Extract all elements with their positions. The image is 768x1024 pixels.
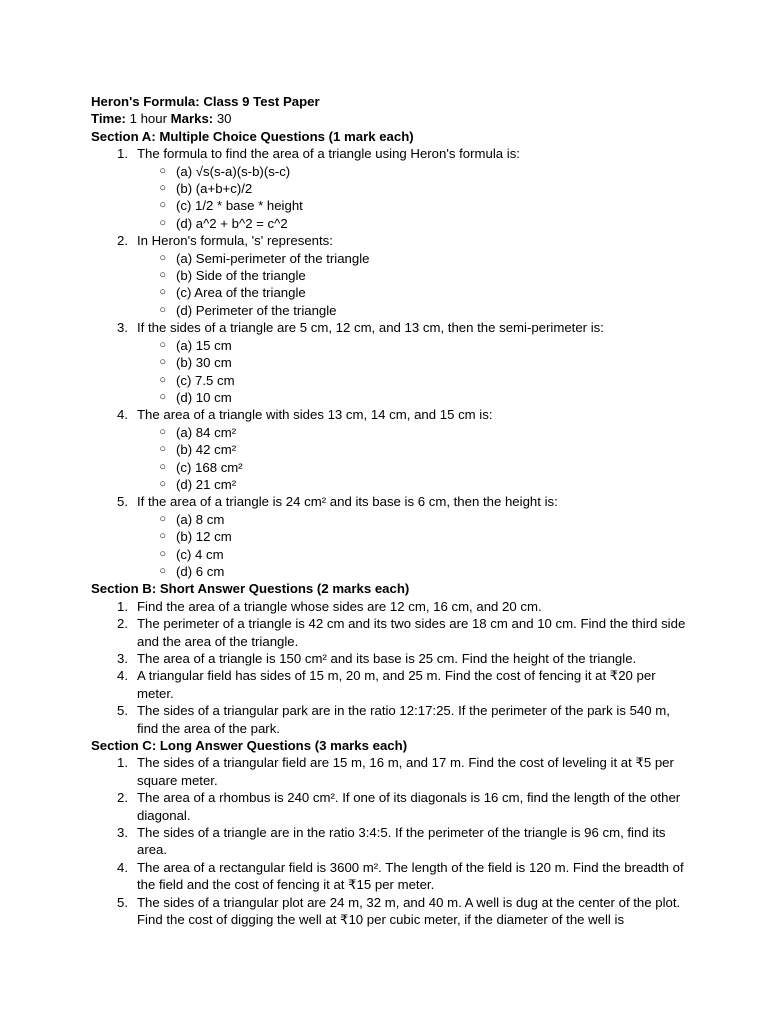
option-item: ○ (d) 10 cm (91, 389, 691, 406)
question-number: 2. (117, 790, 128, 806)
question-text: The formula to find the area of a triangle using Heron's formula is: (137, 146, 520, 162)
question-number: 1. (117, 598, 128, 614)
circle-bullet-icon: ○ (159, 373, 166, 386)
question-text: The sides of a triangular plot are 24 m, 32 m, and 40 m. A well is dug at the center of the plot. Find the cost of digging the well at ₹10 per cubic meter, if the diameter of the well is (137, 894, 681, 928)
question-b3 (91, 650, 691, 667)
question-c3 (91, 824, 691, 859)
question-text: If the area of a triangle is 24 cm² and its base is 6 cm, then the height is: (137, 494, 558, 510)
question-a1 (91, 145, 691, 162)
circle-bullet-icon: ○ (159, 390, 166, 403)
option-item: ○ (b) (a+b+c)/2 (91, 180, 691, 197)
question-b2 (91, 615, 691, 650)
question-b4 (91, 667, 691, 702)
option-item: ○ (d) 6 cm (91, 563, 691, 580)
question-text: Find the area of a triangle whose sides are 12 cm, 16 cm, and 20 cm. (137, 598, 542, 614)
option-item: ○ (c) 168 cm² (91, 459, 691, 476)
question-text: If the sides of a triangle are 5 cm, 12 cm, and 13 cm, then the semi-perimeter is: (137, 320, 604, 336)
question-b5 (91, 702, 691, 737)
question-text: The area of a rectangular field is 3600 m². The length of the field is 120 m. Find the breadth of the field and the cost of fencing it at ₹15 per meter. (137, 859, 684, 893)
circle-bullet-icon: ○ (159, 182, 166, 195)
option-item: ○ (d) 21 cm² (91, 476, 691, 493)
circle-bullet-icon: ○ (159, 303, 166, 316)
time-value: 1 hour (125, 111, 171, 127)
question-c2 (91, 789, 691, 824)
circle-bullet-icon: ○ (159, 216, 166, 229)
option-item: ○ (b) 42 cm² (91, 441, 691, 458)
circle-bullet-icon: ○ (159, 477, 166, 490)
document-body (91, 93, 691, 929)
question-text: The area of a triangle is 150 cm² and its base is 25 cm. Find the height of the triangle. (137, 651, 637, 666)
circle-bullet-icon: ○ (159, 443, 166, 456)
option-item: ○ (a) 84 cm² (91, 424, 691, 441)
marks-value: 30 (213, 111, 232, 127)
option-item: ○ (c) Area of the triangle (91, 284, 691, 301)
section-c-heading: Section C: Long Answer Questions (3 marks each) (91, 738, 408, 754)
question-text: The perimeter of a triangle is 42 cm and its two sides are 18 cm and 10 cm. Find the third side and the area of the triangle. (137, 616, 686, 649)
question-b1 (91, 598, 691, 615)
question-text: The sides of a triangle are in the ratio 3:4:5. If the perimeter of the triangle is 96 cm, find its area. (137, 825, 666, 858)
circle-bullet-icon: ○ (159, 338, 166, 351)
circle-bullet-icon: ○ (159, 251, 166, 264)
option-item: ○ (a) 15 cm (91, 337, 691, 354)
question-number: 4. (117, 668, 128, 684)
circle-bullet-icon: ○ (159, 425, 166, 438)
circle-bullet-icon: ○ (159, 356, 166, 369)
option-item: ○ (b) Side of the triangle (91, 267, 691, 284)
question-number: 1. (117, 755, 128, 771)
question-number: 1. (117, 146, 128, 162)
question-text: The area of a rhombus is 240 cm². If one of its diagonals is 16 cm, find the length of the other diagonal. (137, 790, 681, 823)
circle-bullet-icon: ○ (159, 530, 166, 543)
option-item: ○ (b) 12 cm (91, 528, 691, 545)
question-a2 (91, 232, 691, 249)
question-c5 (91, 894, 691, 929)
section-a-heading: Section A: Multiple Choice Questions (1 mark each) (91, 128, 414, 144)
question-text: The area of a triangle with sides 13 cm, 14 cm, and 15 cm is: (137, 407, 493, 423)
section-b-heading: Section B: Short Answer Questions (2 marks each) (91, 581, 410, 597)
question-number: 5. (117, 494, 128, 510)
question-number: 5. (117, 894, 128, 910)
question-number: 4. (117, 407, 128, 423)
question-c4 (91, 859, 691, 894)
question-number: 2. (117, 616, 128, 632)
circle-bullet-icon: ○ (159, 199, 166, 212)
question-text: In Heron's formula, 's' represents: (137, 233, 333, 249)
option-item: ○ (d) a^2 + b^2 = c^2 (91, 215, 691, 232)
circle-bullet-icon: ○ (159, 547, 166, 560)
circle-bullet-icon: ○ (159, 460, 166, 473)
time-marks-line (91, 110, 691, 127)
circle-bullet-icon: ○ (159, 269, 166, 282)
question-a3 (91, 319, 691, 336)
question-text: The sides of a triangular field are 15 m, 16 m, and 17 m. Find the cost of leveling it at ₹5 per square meter. (137, 755, 674, 788)
option-item: ○ (a) Semi-perimeter of the triangle (91, 250, 691, 267)
question-a4 (91, 406, 691, 423)
option-item: ○ (c) 4 cm (91, 546, 691, 563)
circle-bullet-icon: ○ (159, 286, 166, 299)
option-item: ○ (c) 7.5 cm (91, 372, 691, 389)
circle-bullet-icon: ○ (159, 564, 166, 577)
marks-label: Marks: (170, 111, 214, 127)
question-c1 (91, 754, 691, 789)
option-item: ○ (d) Perimeter of the triangle (91, 302, 691, 319)
question-number: 3. (117, 320, 128, 336)
question-a5 (91, 493, 691, 510)
question-number: 5. (117, 703, 128, 719)
circle-bullet-icon: ○ (159, 164, 166, 177)
question-text: The sides of a triangular park are in the ratio 12:17:25. If the perimeter of the park is 540 m, find the area of the park. (137, 703, 670, 736)
page-title: Heron's Formula: Class 9 Test Paper (91, 94, 320, 109)
option-item: ○ (a) √s(s-a)(s-b)(s-c) (91, 163, 691, 180)
option-item: ○ (c) 1/2 * base * height (91, 197, 691, 214)
option-item: ○ (a) 8 cm (91, 511, 691, 528)
circle-bullet-icon: ○ (159, 512, 166, 525)
question-number: 4. (117, 859, 128, 875)
time-label: Time: (91, 111, 126, 127)
question-number: 3. (117, 825, 128, 841)
question-number: 3. (117, 651, 128, 666)
question-text: A triangular field has sides of 15 m, 20 m, and 25 m. Find the cost of fencing it at ₹20 per meter. (137, 668, 656, 701)
question-number: 2. (117, 233, 128, 249)
option-item: ○ (b) 30 cm (91, 354, 691, 371)
